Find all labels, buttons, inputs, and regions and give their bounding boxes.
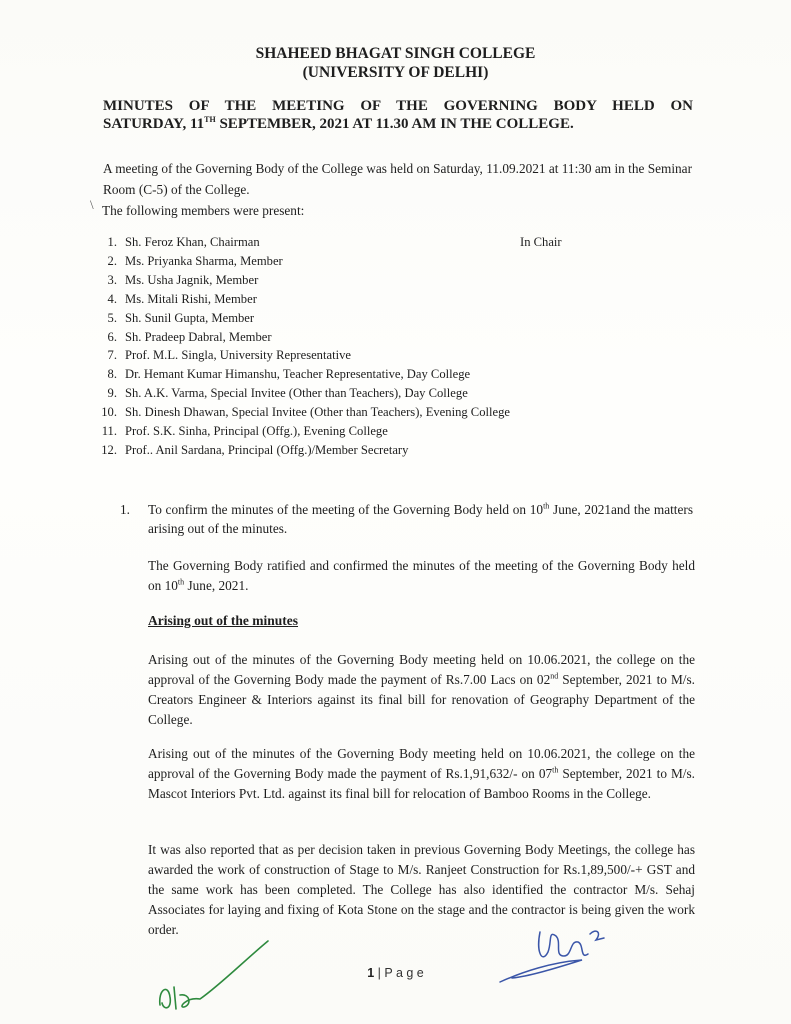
page-footer [0, 966, 791, 980]
document-header [0, 44, 791, 82]
list-item: 5. Sh. Sunil Gupta, Member [107, 310, 255, 325]
minutes-title [103, 97, 693, 133]
page-number: 1 [367, 966, 375, 980]
arising-paragraph-3: It was also reported that as per decision taken in previous Governing Body Meetings, the college has awarded the work of construction of Stage to M/s. Ranjeet Construction for Rs.1,89,500/-+ GST and the same work has been completed. The College has also identified the contractor M/s. Sehaj Associates for laying and fixing of Kota Stone on the stage and the contractor is being given the work order. [148, 842, 695, 937]
green-signature [150, 935, 280, 1015]
list-item: 1. Sh. Feroz Khan, Chairman In Chair [103, 233, 510, 252]
title-superscript: TH [204, 115, 216, 124]
blue-signature [492, 912, 632, 992]
members-present-label: The following members were present: [102, 203, 305, 218]
list-item: 12. Prof.. Anil Sardana, Principal (Offg.)/Member Secretary [101, 442, 409, 457]
title-line-2-rest: SEPTEMBER, 2021 AT 11.30 AM IN THE COLLEGE. [215, 116, 574, 132]
list-item: 11. Prof. S.K. Sinha, Principal (Offg.), Evening College [101, 424, 388, 439]
list-item: 3. Ms. Usha Jagnik, Member [107, 272, 259, 287]
list-item: 8. Dr. Hemant Kumar Himanshu, Teacher Representative, Day College [107, 367, 471, 382]
scan-mark: \ [90, 197, 94, 212]
university-name: (UNIVERSITY OF DELHI) [302, 64, 489, 81]
list-item: 4. Ms. Mitali Rishi, Member [107, 291, 257, 306]
agenda-item-text: To confirm the minutes of the meeting of the Governing Body held on 10th June, 2021and the matters arising out of the minutes. [148, 501, 693, 536]
list-item: 2. Ms. Priyanka Sharma, Member [107, 253, 283, 268]
list-item: 10. Sh. Dinesh Dhawan, Special Invitee (Other than Teachers), Evening College [101, 405, 510, 420]
title-line-2-text: SATURDAY, 11 [103, 116, 205, 132]
intro-paragraph: A meeting of the Governing Body of the College was held on Saturday, 11.09.2021 at 11:30 am in the Seminar Room (C-5) of the College. [103, 161, 693, 197]
in-chair-note: In Chair [520, 235, 562, 249]
page-label: | P a g e [377, 966, 424, 980]
agenda-item-number: 1. [120, 502, 130, 517]
arising-heading: Arising out of the minutes [148, 613, 299, 628]
title-line-2 [103, 116, 574, 132]
list-item: 6. Sh. Pradeep Dabral, Member [107, 329, 272, 344]
title-line-1: MINUTES OF THE MEETING OF THE GOVERNING BODY HELD ON [103, 98, 693, 114]
arising-paragraph-2: Arising out of the minutes of the Governing Body meeting held on 10.06.2021, the college on the approval of the Governing Body made the payment of Rs.1,91,632/- on 07th September, 2021 to M/s. Mascot Interiors Pvt. Ltd. against its final bill for relocation of Bamboo Rooms in the College. [148, 746, 695, 801]
arising-paragraph-1: Arising out of the minutes of the Governing Body meeting held on 10.06.2021, the college on the approval of the Governing Body made the payment of Rs.7.00 Lacs on 02nd September, 2021 to M/s. Creators Engineer & Interiors against its final bill for renovation of Geography Department of the College. [148, 652, 695, 727]
members-list [101, 233, 562, 460]
college-name: SHAHEED BHAGAT SINGH COLLEGE [255, 45, 536, 62]
list-item: 7. Prof. M.L. Singla, University Representative [107, 348, 351, 363]
list-item: 9. Sh. A.K. Varma, Special Invitee (Other than Teachers), Day College [107, 386, 468, 401]
ratified-paragraph: The Governing Body ratified and confirmed the minutes of the meeting of the Governing Body held on 10th June, 2021. [148, 558, 695, 593]
